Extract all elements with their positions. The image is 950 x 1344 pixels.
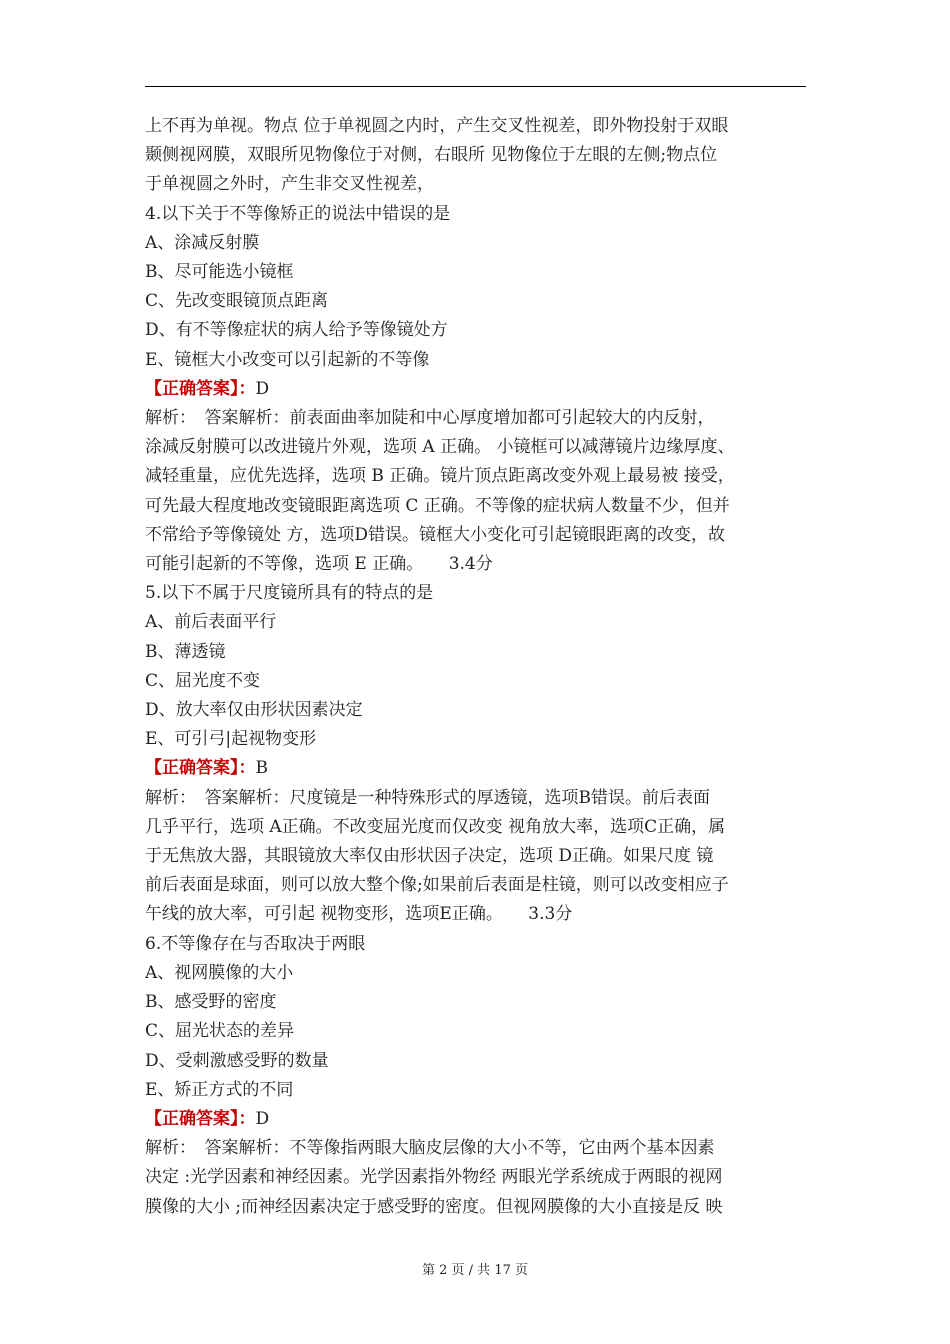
option-b: B、尽可能选小镜框	[145, 262, 294, 283]
option-b: B、薄透镜	[145, 641, 226, 662]
answer-value: D	[255, 378, 270, 399]
text-line: 上不再为单视。物点 位于单视圆之内时，产生交叉性视差，即外物投射于双眼	[145, 116, 729, 136]
correct-answer	[145, 1105, 807, 1134]
question-block	[145, 579, 807, 929]
option-e: E、矫正方式的不同	[145, 1079, 294, 1100]
correct-answer	[145, 375, 807, 404]
analysis-line: 于无焦放大器，其眼镜放大率仅由形状因子决定，选项 D正确。如果尺度 镜	[145, 846, 714, 867]
option-a: A、视网膜像的大小	[145, 962, 294, 983]
analysis-line: 决定 :光学因素和神经因素。光学因素指外物经 两眼光学系统成于两眼的视网	[145, 1167, 723, 1188]
question-text: 5.以下不属于尺度镜所具有的特点的是	[145, 583, 434, 604]
text-line: 颞侧视网膜，双眼所见物像位于对侧，右眼所 见物像位于左眼的左侧;物点位	[145, 145, 718, 166]
header-rule	[145, 86, 806, 87]
analysis-line: 解析： 答案解析：不等像指两眼大脑皮层像的大小不等，它由两个基本因素	[145, 1138, 715, 1159]
option-e: E、可引弓|起视物变形	[145, 729, 317, 750]
analysis-line: 可先最大程度地改变镜眼距离选项 C 正确。不等像的症状病人数量不少，但并	[145, 495, 730, 516]
option-d: D、放大率仅由形状因素决定	[145, 700, 363, 721]
analysis	[145, 1134, 807, 1222]
analysis-line: 不常给予等像镜处 方，选项D错误。镜框大小变化可引起镜眼距离的改变，故	[145, 524, 726, 545]
analysis-line: 前后表面是球面，则可以放大整个像;如果前后表面是柱镜，则可以改变相应子	[145, 875, 729, 896]
analysis-line: 膜像的大小 ;而神经因素决定于感受野的密度。但视网膜像的大小直接是反 映	[145, 1196, 723, 1217]
analysis-line: 解析： 答案解析：前表面曲率加陡和中心厚度增加都可引起较大的内反射，	[145, 408, 715, 429]
answer-label: 【正确答案】：	[145, 1108, 256, 1129]
analysis-line: 解析： 答案解析：尺度镜是一种特殊形式的厚透镜，选项B错误。前后表面	[145, 787, 710, 808]
analysis-line: 几乎平行，选项 A正确。不改变屈光度而仅改变 视角放大率，选项C正确，属	[145, 816, 726, 837]
answer-label: 【正确答案】：	[145, 378, 256, 399]
answer-value: D	[255, 1108, 270, 1129]
analysis-line: 涂减反射膜可以改进镜片外观，选项 A 正确。 小镜框可以减薄镜片边缘厚度、	[145, 437, 735, 458]
option-a: A、前后表面平行	[145, 612, 277, 633]
question-block	[145, 930, 807, 1222]
analysis-line: 可能引起新的不等像，选项 E 正确。 3.4分	[145, 554, 493, 575]
correct-answer	[145, 754, 807, 783]
answer-value: B	[255, 758, 268, 779]
option-d: D、受刺激感受野的数量	[145, 1050, 329, 1071]
analysis-line: 午线的放大率，可引起 视物变形，选项E正确。 3.3分	[145, 904, 573, 925]
question-text: 4.以下关于不等像矫正的说法中错误的是	[145, 203, 451, 224]
option-c: C、先改变眼镜顶点距离	[145, 291, 329, 312]
answer-label: 【正确答案】：	[145, 758, 256, 779]
option-e: E、镜框大小改变可以引起新的不等像	[145, 349, 430, 370]
continuation-text	[145, 112, 807, 200]
analysis	[145, 404, 807, 579]
page-footer: 第 2 页 / 共 17 页	[422, 1263, 528, 1278]
option-b: B、感受野的密度	[145, 992, 277, 1013]
option-c: C、屈光状态的差异	[145, 1021, 295, 1042]
text-line: 于单视圆之外时，产生非交叉性视差，	[145, 174, 434, 195]
analysis	[145, 784, 807, 930]
option-c: C、屈光度不变	[145, 670, 261, 691]
document-body	[145, 112, 807, 1222]
question-text: 6.不等像存在与否取决于两眼	[145, 933, 366, 954]
option-d: D、有不等像症状的病人给予等像镜处方	[145, 320, 448, 341]
question-block	[145, 200, 807, 580]
option-a: A、涂减反射膜	[145, 232, 260, 253]
analysis-line: 减轻重量，应优先选择，选项 B 正确。镜片顶点距离改变外观上最易被 接受，	[145, 466, 735, 487]
